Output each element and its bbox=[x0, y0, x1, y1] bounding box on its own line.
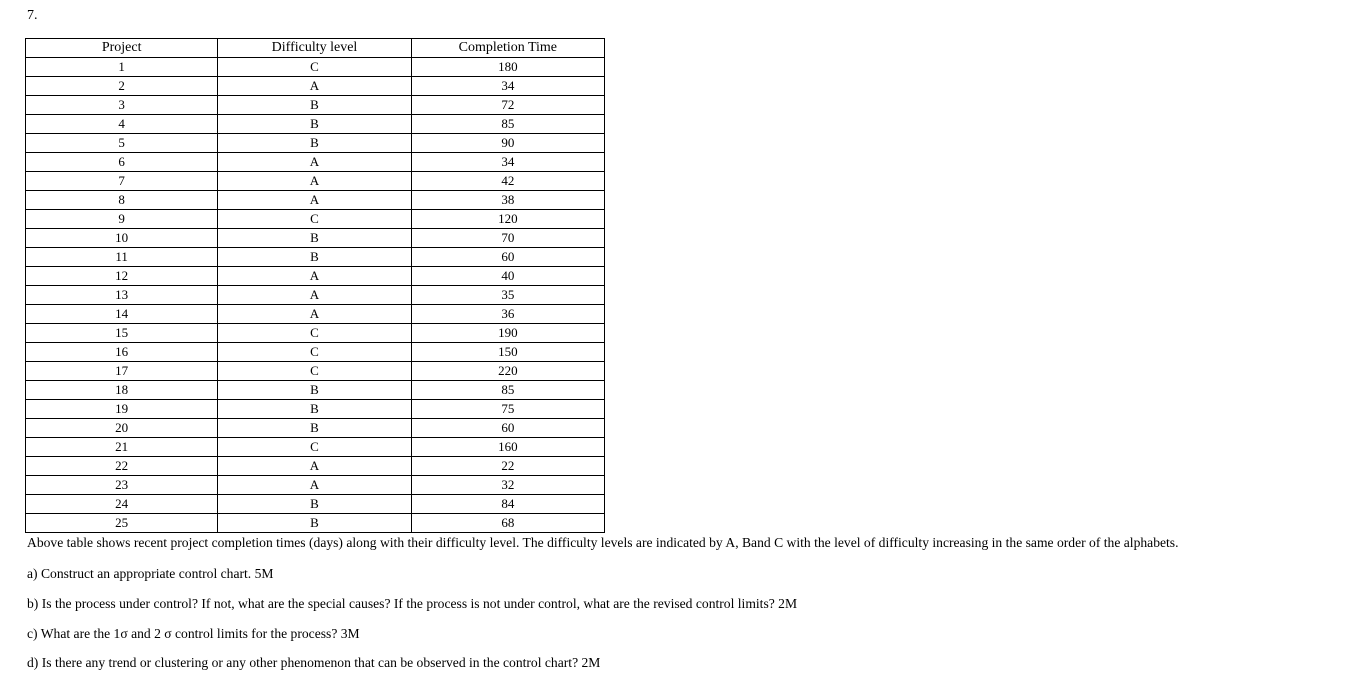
cell-difficulty-level: B bbox=[218, 514, 411, 533]
cell-project: 21 bbox=[26, 438, 218, 457]
cell-completion-time: 42 bbox=[411, 172, 604, 191]
cell-project: 15 bbox=[26, 324, 218, 343]
table-row bbox=[26, 229, 605, 248]
cell-difficulty-level: B bbox=[218, 96, 411, 115]
table-row bbox=[26, 77, 605, 96]
question-d: d) Is there any trend or clustering or any other phenomenon that can be observed in the control chart? 2M bbox=[27, 655, 601, 670]
cell-project: 22 bbox=[26, 457, 218, 476]
table-row bbox=[26, 438, 605, 457]
cell-difficulty-level: C bbox=[218, 438, 411, 457]
cell-project: 24 bbox=[26, 495, 218, 514]
table-row bbox=[26, 153, 605, 172]
table-row bbox=[26, 191, 605, 210]
cell-difficulty-level: B bbox=[218, 419, 411, 438]
table-row bbox=[26, 514, 605, 533]
cell-project: 13 bbox=[26, 286, 218, 305]
cell-project: 3 bbox=[26, 96, 218, 115]
table-row bbox=[26, 96, 605, 115]
cell-project: 16 bbox=[26, 343, 218, 362]
project-table bbox=[25, 38, 605, 533]
cell-completion-time: 22 bbox=[411, 457, 604, 476]
cell-completion-time: 38 bbox=[411, 191, 604, 210]
cell-completion-time: 70 bbox=[411, 229, 604, 248]
table-row bbox=[26, 400, 605, 419]
cell-project: 2 bbox=[26, 77, 218, 96]
cell-completion-time: 220 bbox=[411, 362, 604, 381]
cell-difficulty-level: C bbox=[218, 210, 411, 229]
cell-completion-time: 190 bbox=[411, 324, 604, 343]
cell-difficulty-level: B bbox=[218, 400, 411, 419]
cell-difficulty-level: A bbox=[218, 305, 411, 324]
question-c: c) What are the 1σ and 2 σ control limits for the process? 3M bbox=[27, 626, 360, 641]
table-row bbox=[26, 172, 605, 191]
table-row bbox=[26, 267, 605, 286]
cell-completion-time: 120 bbox=[411, 210, 604, 229]
cell-project: 5 bbox=[26, 134, 218, 153]
cell-completion-time: 36 bbox=[411, 305, 604, 324]
cell-project: 7 bbox=[26, 172, 218, 191]
cell-project: 6 bbox=[26, 153, 218, 172]
cell-difficulty-level: B bbox=[218, 381, 411, 400]
question-b: b) Is the process under control? If not, what are the special causes? If the process is not under control, what are the revised control limits? 2M bbox=[27, 596, 798, 611]
table-row bbox=[26, 343, 605, 362]
table-row bbox=[26, 305, 605, 324]
cell-completion-time: 150 bbox=[411, 343, 604, 362]
cell-completion-time: 85 bbox=[411, 115, 604, 134]
table-row bbox=[26, 495, 605, 514]
table-row bbox=[26, 58, 605, 77]
cell-project: 14 bbox=[26, 305, 218, 324]
table-row bbox=[26, 324, 605, 343]
intro-paragraph: Above table shows recent project completion times (days) along with their difficulty level. The difficulty levels are indicated by A, Band C with the level of difficulty increasing in the same order of the alphabets. bbox=[27, 535, 1179, 550]
header-difficulty-level: Difficulty level bbox=[218, 39, 411, 58]
table-row bbox=[26, 248, 605, 267]
cell-completion-time: 75 bbox=[411, 400, 604, 419]
cell-difficulty-level: C bbox=[218, 343, 411, 362]
cell-completion-time: 34 bbox=[411, 153, 604, 172]
cell-completion-time: 160 bbox=[411, 438, 604, 457]
table-row bbox=[26, 286, 605, 305]
cell-difficulty-level: A bbox=[218, 191, 411, 210]
cell-completion-time: 85 bbox=[411, 381, 604, 400]
cell-difficulty-level: A bbox=[218, 267, 411, 286]
cell-difficulty-level: A bbox=[218, 457, 411, 476]
cell-project: 8 bbox=[26, 191, 218, 210]
table-body bbox=[26, 58, 605, 533]
cell-project: 19 bbox=[26, 400, 218, 419]
table-header-row bbox=[26, 39, 605, 58]
cell-project: 9 bbox=[26, 210, 218, 229]
cell-difficulty-level: C bbox=[218, 58, 411, 77]
cell-difficulty-level: A bbox=[218, 77, 411, 96]
cell-project: 4 bbox=[26, 115, 218, 134]
cell-completion-time: 34 bbox=[411, 77, 604, 96]
cell-completion-time: 90 bbox=[411, 134, 604, 153]
cell-difficulty-level: B bbox=[218, 134, 411, 153]
cell-difficulty-level: A bbox=[218, 172, 411, 191]
cell-completion-time: 40 bbox=[411, 267, 604, 286]
cell-completion-time: 60 bbox=[411, 248, 604, 267]
cell-difficulty-level: B bbox=[218, 229, 411, 248]
table-row bbox=[26, 457, 605, 476]
cell-project: 1 bbox=[26, 58, 218, 77]
header-project: Project bbox=[26, 39, 218, 58]
table-row bbox=[26, 134, 605, 153]
cell-completion-time: 68 bbox=[411, 514, 604, 533]
cell-completion-time: 35 bbox=[411, 286, 604, 305]
cell-project: 18 bbox=[26, 381, 218, 400]
cell-project: 20 bbox=[26, 419, 218, 438]
question-a: a) Construct an appropriate control chart. 5M bbox=[27, 566, 274, 581]
cell-project: 12 bbox=[26, 267, 218, 286]
cell-completion-time: 32 bbox=[411, 476, 604, 495]
cell-difficulty-level: C bbox=[218, 362, 411, 381]
cell-difficulty-level: C bbox=[218, 324, 411, 343]
cell-project: 25 bbox=[26, 514, 218, 533]
table-row bbox=[26, 210, 605, 229]
cell-difficulty-level: A bbox=[218, 286, 411, 305]
cell-difficulty-level: B bbox=[218, 115, 411, 134]
table-row bbox=[26, 476, 605, 495]
cell-completion-time: 84 bbox=[411, 495, 604, 514]
header-completion-time: Completion Time bbox=[411, 39, 604, 58]
cell-project: 23 bbox=[26, 476, 218, 495]
cell-completion-time: 72 bbox=[411, 96, 604, 115]
table-row bbox=[26, 419, 605, 438]
question-number: 7. bbox=[27, 8, 38, 23]
table-row bbox=[26, 362, 605, 381]
cell-completion-time: 60 bbox=[411, 419, 604, 438]
cell-difficulty-level: B bbox=[218, 248, 411, 267]
cell-difficulty-level: B bbox=[218, 495, 411, 514]
table-row bbox=[26, 115, 605, 134]
cell-completion-time: 180 bbox=[411, 58, 604, 77]
cell-project: 17 bbox=[26, 362, 218, 381]
table-row bbox=[26, 381, 605, 400]
cell-difficulty-level: A bbox=[218, 476, 411, 495]
cell-project: 10 bbox=[26, 229, 218, 248]
cell-difficulty-level: A bbox=[218, 153, 411, 172]
cell-project: 11 bbox=[26, 248, 218, 267]
